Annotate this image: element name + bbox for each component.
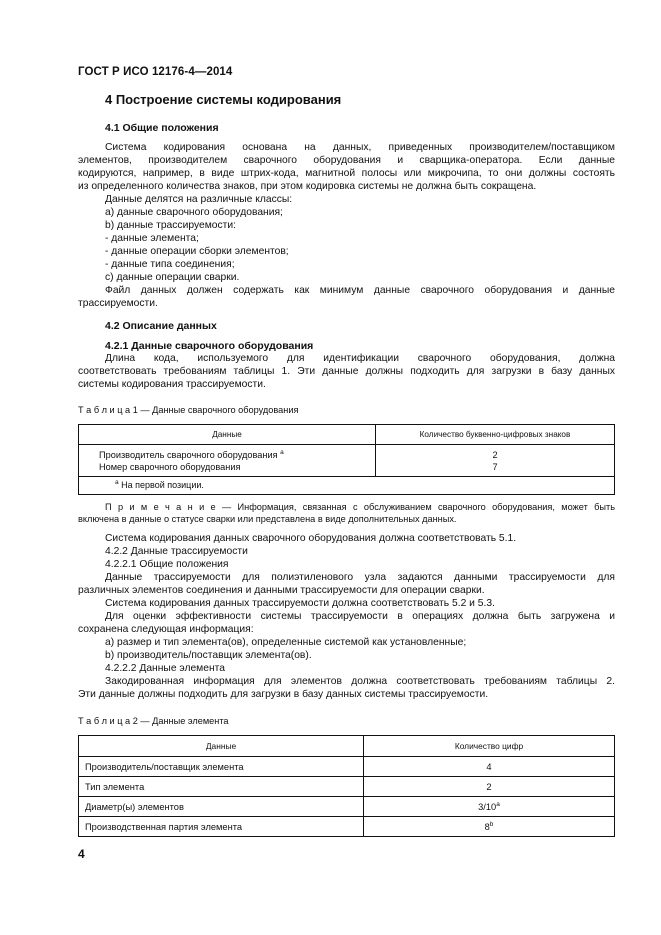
list-line: - данные операции сборки элементов; [105,246,289,257]
table-cell: 4 [364,757,615,777]
table-row [79,777,615,797]
paragraph-line: Для оценки эффективности системы трассируемости в операциях должна быть загружена и [105,611,615,622]
table-1-header-count: Количество буквенно-цифровых знаков [376,425,615,445]
section-title: 4 Построение системы кодирования [105,92,342,107]
document-header: ГОСТ Р ИСО 12176-4—2014 [78,66,233,78]
page-number: 4 [78,847,85,861]
list-line: а) данные сварочного оборудования; [105,207,283,218]
list-line: с) данные операции сварки. [105,272,240,283]
table-2-header-data: Данные [79,736,364,757]
table-cell: Производитель/поставщик элемента [79,757,364,777]
note-line: П р и м е ч а н и е — Информация, связанная с обслуживанием сварочного оборудования, может быть [105,502,615,512]
paragraph-line: системы кодирования трассируемости. [78,379,266,390]
table-2-caption: Т а б л и ц а 2 — Данные элемента [78,716,229,726]
subsection-4-2-2-1-title: 4.2.2.1 Общие положения [105,559,229,570]
table-cell: Производственная партия элемента [79,817,364,837]
list-line: - данные элемента; [105,233,199,244]
table-1-labels [79,445,376,477]
table-cell: 8$^b$ [364,817,615,837]
table-1 [78,424,615,495]
note-line: включена в данные о статусе сварки или представлена в виде дополнительных данных. [78,514,457,524]
paragraph-line: Система кодирования данных трассируемости должна соответствовать 5.2 и 5.3. [105,598,495,609]
table-1-caption: Т а б л и ц а 1 — Данные сварочного оборудования [78,405,299,415]
paragraph-line: Закодированная информация для элементов должна соответствовать требованиям таблицы 2. [105,676,615,687]
paragraph-line: кодируются, например, в виде штрих-кода, магнитной полосы или микрочипа, то они должны состоять [78,168,615,179]
paragraph-line: трассируемости. [78,298,158,309]
table-cell: 7 [492,462,498,472]
paragraph-line: сохранена следующая информация: [78,624,254,635]
table-cell: Номер сварочного оборудования [99,462,241,472]
table-1-footnote [79,477,615,495]
paragraph-line: Система кодирования основана на данных, приведенных производителем/поставщиком [105,142,615,153]
paragraph-line: Система кодирования данных сварочного оборудования должна соответствовать 5.1. [105,533,517,544]
paragraph-line: соответствовать требованиям таблицы 1. Эти данные должны подходить для загрузки в базу данных [78,366,615,377]
table-row [79,797,615,817]
table-1-header-data: Данные [79,425,376,445]
subsection-4-1-title: 4.1 Общие положения [105,122,219,134]
paragraph-line: Файл данных должен содержать как минимум данные сварочного оборудования и данные [105,285,615,296]
table-cell: Производитель сварочного оборудования $^a$ [99,448,284,460]
footnote-marker: a [496,800,500,808]
subsection-4-2-2-2-title: 4.2.2.2 Данные элемента [105,663,225,674]
subsection-4-2-2-title: 4.2.2 Данные трассируемости [105,546,248,557]
paragraph-line: Эти данные должны подходить для загрузки в базу данных системы трассируемости. [78,689,489,700]
list-line: Данные делятся на различные классы: [105,194,293,205]
table-cell: 2 [492,450,498,460]
footnote-text: На первой позиции. [121,480,204,490]
paragraph-line: элементов, производителем сварочного оборудования и сварщика-оператора. Если данные [78,155,615,166]
paragraph-line: из определенного количества знаков, при этом кодировка системы не должна быть сокращена. [78,181,537,192]
table-cell: Тип элемента [79,777,364,797]
paragraph-line: Данные трассируемости для полиэтиленового узла задаются данными трассируемости для [105,572,615,583]
table-cell: Диаметр(ы) элементов [79,797,364,817]
list-line: - данные типа соединения; [105,259,235,270]
table-row [79,817,615,837]
subsection-4-2-title: 4.2 Описание данных [105,320,217,332]
subsection-4-2-1-title: 4.2.1 Данные сварочного оборудования [105,340,314,352]
table-row [79,757,615,777]
list-line: а) размер и тип элемента(ов), определенные системой как установленные; [105,637,467,648]
table-cell: 2 [364,777,615,797]
table-2-header-count: Количество цифр [364,736,615,757]
list-line: b) данные трассируемости: [105,220,236,231]
paragraph-line: Длина кода, используемого для идентификации сварочного оборудования, должна [105,353,615,364]
table-cell: 3/10$^a$ [364,797,615,817]
paragraph-line: различных элементов соединения и данными трассируемости для операции сварки. [78,585,485,596]
footnote-marker: b [489,820,494,828]
footnote-marker: a [280,448,284,456]
list-line: b) производитель/поставщик элемента(ов). [105,650,312,661]
footnote-marker: a [115,479,119,486]
table-1-values [376,445,615,477]
table-2 [78,735,615,837]
